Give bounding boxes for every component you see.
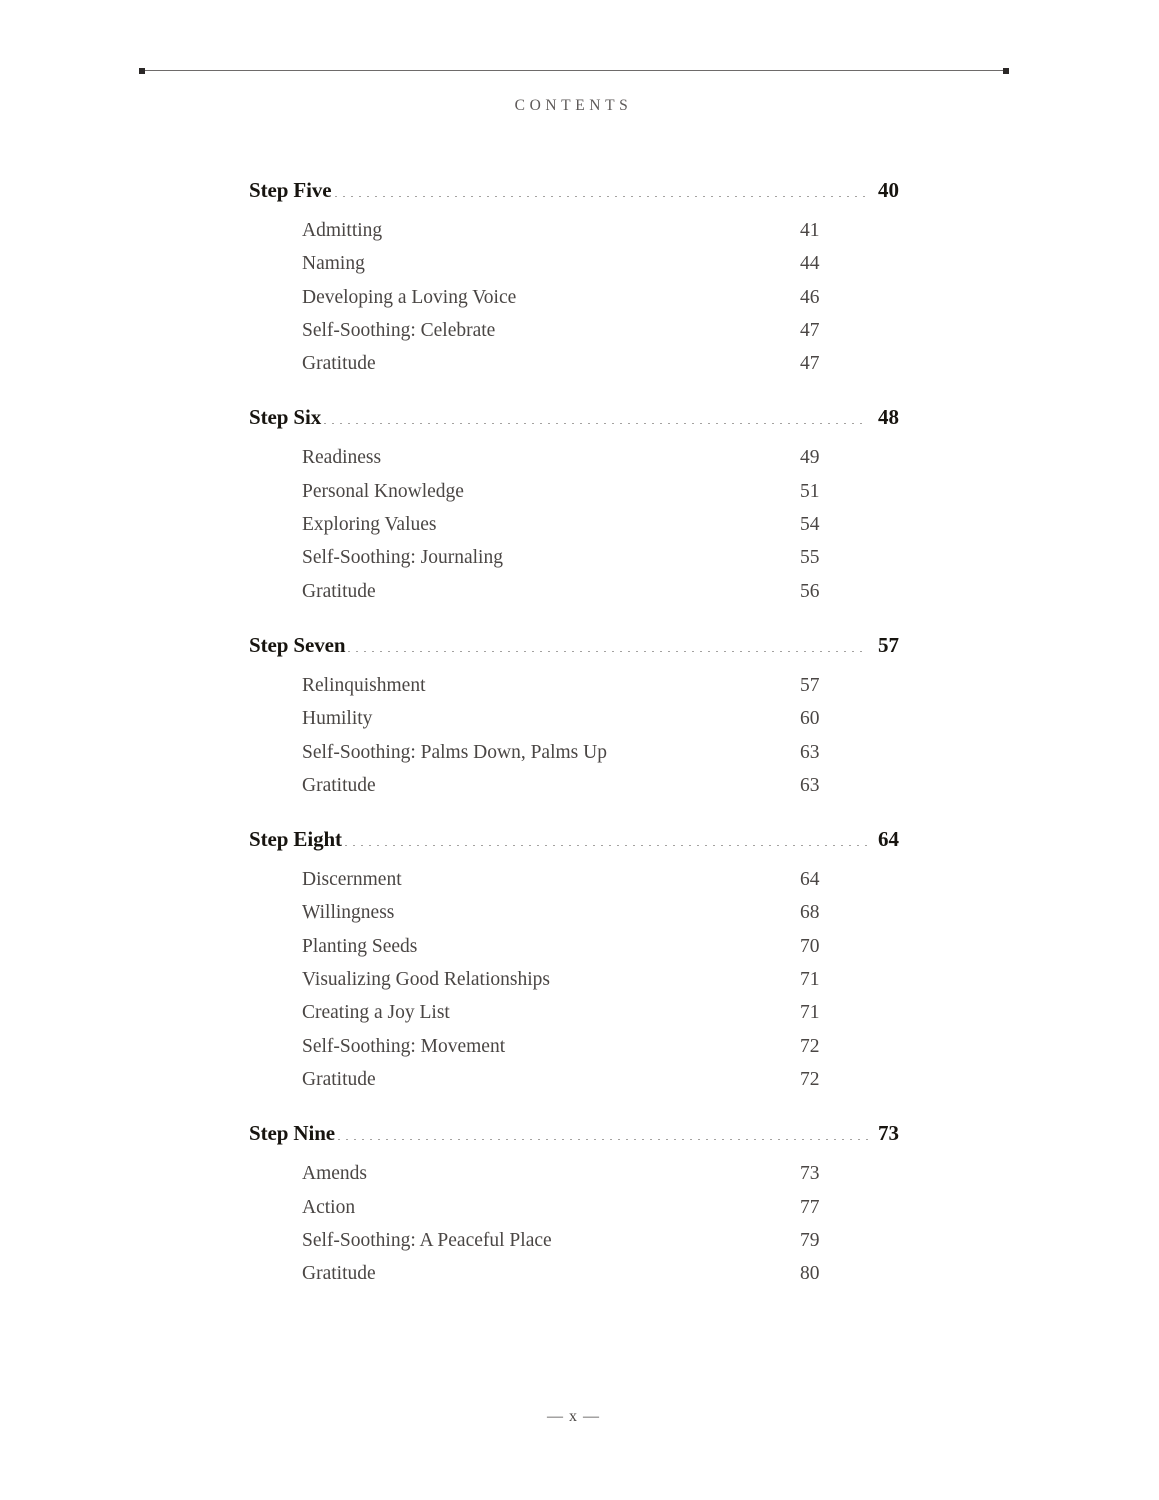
toc-entry-page-number: 72	[800, 1068, 820, 1090]
toc-section	[249, 1121, 899, 1290]
toc-entry-page-number: 71	[800, 969, 820, 991]
header-rule-left-cap-icon	[139, 68, 145, 74]
toc-entry[interactable]	[249, 963, 899, 996]
toc-entry-label: Gratitude	[302, 580, 376, 602]
toc-section-page-number: 73	[878, 1121, 899, 1146]
toc-entry[interactable]	[249, 1157, 899, 1190]
toc-entry-page-number: 68	[800, 902, 820, 924]
dot-leader	[348, 651, 868, 652]
toc-entry[interactable]	[249, 247, 899, 280]
header-rule	[140, 70, 1008, 72]
toc-entry-list	[249, 863, 899, 1096]
toc-entry-label: Personal Knowledge	[302, 480, 464, 502]
toc-entry[interactable]	[249, 347, 899, 380]
toc-section-title: Step Seven	[249, 632, 346, 657]
dot-leader	[338, 1139, 868, 1140]
toc-entry[interactable]	[249, 769, 899, 802]
toc-entry-page-number: 64	[800, 869, 820, 891]
toc-entry-page-number: 79	[800, 1229, 820, 1251]
toc-entry-label: Self-Soothing: A Peaceful Place	[302, 1229, 552, 1251]
toc-entry-page-number: 41	[800, 220, 820, 241]
toc-entry[interactable]	[249, 1030, 899, 1063]
header-rule-right-cap-icon	[1003, 68, 1009, 74]
toc-section-title: Step Eight	[249, 827, 342, 852]
toc-entry-page-number: 55	[800, 547, 820, 569]
toc-entry[interactable]	[249, 314, 899, 347]
toc-entry[interactable]	[249, 541, 899, 574]
toc-entry-label: Self-Soothing: Journaling	[302, 547, 503, 569]
toc-entry[interactable]	[249, 1063, 899, 1096]
toc-entry[interactable]	[249, 475, 899, 508]
page-folio: — x —	[547, 1408, 600, 1425]
toc-entry-label: Self-Soothing: Palms Down, Palms Up	[302, 741, 607, 763]
toc-entry[interactable]	[249, 508, 899, 541]
dot-leader	[335, 196, 868, 197]
toc-entry[interactable]	[249, 669, 899, 702]
toc-entry-list	[249, 214, 899, 380]
toc-section-title: Step Nine	[249, 1121, 336, 1146]
toc-section-title: Step Five	[249, 178, 332, 202]
toc-entry-label: Self-Soothing: Celebrate	[302, 319, 496, 341]
toc-section-page-number: 57	[878, 632, 899, 657]
toc-entry-label: Admitting	[302, 220, 383, 241]
toc-section-page-number: 48	[878, 405, 899, 430]
toc-entry-list	[249, 669, 899, 802]
table-of-contents	[249, 178, 899, 1290]
toc-entry-label: Action	[302, 1196, 356, 1218]
toc-section-heading[interactable]	[249, 1121, 899, 1155]
toc-entry-page-number: 44	[800, 253, 820, 275]
toc-entry-label: Humility	[302, 708, 373, 730]
toc-entry-label: Naming	[302, 253, 365, 275]
toc-section	[249, 633, 899, 802]
toc-entry-label: Self-Soothing: Movement	[302, 1035, 506, 1057]
toc-entry-label: Gratitude	[302, 1068, 376, 1090]
toc-entry-page-number: 57	[800, 674, 820, 696]
toc-entry-page-number: 54	[800, 514, 820, 536]
toc-section-heading[interactable]	[249, 827, 899, 861]
toc-entry[interactable]	[249, 214, 899, 247]
toc-entry[interactable]	[249, 575, 899, 608]
toc-entry[interactable]	[249, 996, 899, 1029]
toc-entry[interactable]	[249, 1224, 899, 1257]
toc-entry-page-number: 49	[800, 447, 820, 469]
dot-leader	[345, 845, 868, 846]
toc-entry-label: Exploring Values	[302, 514, 437, 536]
toc-section	[249, 405, 899, 607]
toc-entry[interactable]	[249, 1257, 899, 1290]
toc-entry-label: Willingness	[302, 902, 395, 924]
toc-entry-page-number: 71	[800, 1002, 820, 1024]
toc-entry-page-number: 72	[800, 1035, 820, 1057]
toc-entry[interactable]	[249, 863, 899, 896]
toc-entry[interactable]	[249, 281, 899, 314]
toc-entry-label: Developing a Loving Voice	[302, 286, 517, 308]
toc-entry[interactable]	[249, 441, 899, 474]
toc-entry-page-number: 46	[800, 286, 820, 308]
toc-entry-label: Amends	[302, 1163, 367, 1185]
header-rule-line	[140, 70, 1008, 71]
toc-entry-page-number: 47	[800, 319, 820, 341]
toc-entry-page-number: 63	[800, 774, 820, 796]
toc-section-title: Step Six	[249, 405, 322, 430]
toc-section-heading[interactable]	[249, 405, 899, 439]
toc-entry[interactable]	[249, 702, 899, 735]
toc-entry-page-number: 70	[800, 935, 820, 957]
toc-entry-label: Gratitude	[302, 353, 376, 375]
toc-entry-list	[249, 1157, 899, 1290]
toc-entry-page-number: 63	[800, 741, 820, 763]
toc-section-page-number: 64	[878, 827, 899, 852]
toc-entry-label: Planting Seeds	[302, 935, 418, 957]
toc-entry-label: Discernment	[302, 869, 402, 891]
toc-entry-page-number: 73	[800, 1163, 820, 1185]
running-head: CONTENTS	[514, 97, 633, 114]
toc-section	[249, 178, 899, 380]
toc-entry-page-number: 51	[800, 480, 820, 502]
toc-entry[interactable]	[249, 736, 899, 769]
toc-entry-page-number: 47	[800, 353, 820, 375]
toc-entry-label: Visualizing Good Relationships	[302, 969, 550, 991]
toc-entry[interactable]	[249, 930, 899, 963]
toc-section	[249, 827, 899, 1096]
toc-entry-list	[249, 441, 899, 607]
toc-section-heading[interactable]	[249, 178, 899, 212]
toc-section-page-number: 40	[878, 178, 899, 202]
toc-entry[interactable]	[249, 1191, 899, 1224]
dot-leader	[324, 423, 868, 424]
toc-entry-page-number: 56	[800, 580, 820, 602]
toc-entry[interactable]	[249, 896, 899, 929]
toc-section-heading[interactable]	[249, 633, 899, 667]
toc-entry-label: Relinquishment	[302, 674, 426, 696]
toc-entry-label: Gratitude	[302, 774, 376, 796]
toc-entry-label: Gratitude	[302, 1263, 376, 1285]
toc-entry-label: Readiness	[302, 447, 382, 469]
toc-entry-page-number: 77	[800, 1196, 820, 1218]
toc-entry-page-number: 80	[800, 1263, 820, 1285]
toc-entry-label: Creating a Joy List	[302, 1002, 450, 1024]
toc-entry-page-number: 60	[800, 708, 820, 730]
